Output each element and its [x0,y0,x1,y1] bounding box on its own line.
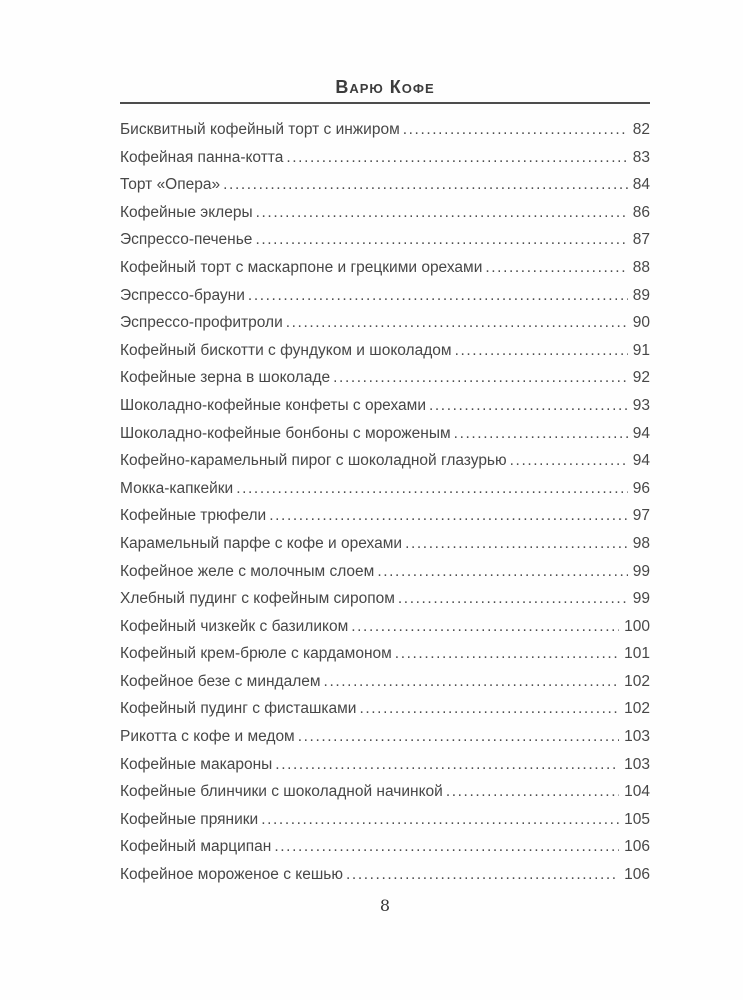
toc-entry-page: 82 [632,121,650,138]
toc-entry[interactable] [120,861,650,889]
toc-entry-page: 87 [632,231,650,249]
dot-leader [485,254,627,282]
dot-leader [275,751,619,779]
toc-entry-page: 102 [624,672,650,690]
toc-entry-title: Кофейный пудинг с фисташками [120,700,357,718]
toc-entry-title: Эспрессо-печенье [120,231,253,249]
dot-leader [223,171,628,199]
toc-entry[interactable] [120,833,650,861]
toc-entry-title: Кофейные эклеры [120,203,253,221]
toc-entry-title: Кофейные пряники [120,810,259,828]
dot-leader [510,447,628,475]
dot-leader [255,226,627,254]
toc-entry-title: Кофейный бискотти с фундуком и шоколадом [120,341,452,359]
toc-entry[interactable] [120,751,650,779]
header-rule [120,102,650,104]
dot-leader [333,364,628,392]
toc-entry[interactable] [120,226,650,254]
toc-entry-page: 99 [632,590,650,608]
toc-entry-page: 99 [632,562,650,580]
toc-entry-page: 105 [624,810,650,828]
toc-entry-page: 93 [632,396,650,414]
toc-entry-title: Эспрессо-профитроли [120,314,283,332]
toc-entry-title: Бисквитный кофейный торт с инжиром [120,121,400,138]
toc-entry-page: 91 [632,341,650,359]
toc-entry-page: 97 [632,507,650,525]
toc-entry-page: 106 [624,838,650,856]
toc-entry-page: 88 [632,258,650,276]
toc-entry-title: Кофейные зерна в шоколаде [120,369,331,387]
toc-entry-page: 101 [624,645,650,663]
dot-leader [261,806,619,834]
toc-entry-title: Эспрессо-брауни [120,286,245,304]
toc-entry-page: 94 [632,452,650,470]
toc-entry-page: 103 [624,728,650,746]
toc-entry[interactable] [120,282,650,310]
dot-leader [454,420,628,448]
toc-entry-title: Карамельный парфе с кофе и орехами [120,534,403,552]
toc-entry-title: Кофейный торт с маскарпоне и грецкими орехами [120,258,483,276]
dot-leader [256,199,628,227]
toc-entry[interactable] [120,668,650,696]
toc-entry[interactable] [120,392,650,420]
dot-leader [455,337,628,365]
toc-entry[interactable] [120,558,650,586]
toc-entry-title: Шоколадно-кофейные бонбоны с мороженым [120,424,451,442]
dot-leader [398,585,628,613]
toc-entry[interactable] [120,585,650,613]
toc-entry-title: Кофейное желе с молочным слоем [120,562,375,580]
dot-leader [351,613,619,641]
dot-leader [446,778,619,806]
toc-entry[interactable] [120,475,650,503]
toc-entry-title: Кофейное безе с миндалем [120,672,321,690]
toc-entry[interactable] [120,502,650,530]
toc-entry-page: 84 [632,176,650,194]
toc-entry[interactable] [120,530,650,558]
toc-entry-page: 102 [624,700,650,718]
toc-entry-page: 96 [632,479,650,497]
dot-leader [403,116,628,144]
toc-entry-page: 92 [632,369,650,387]
dot-leader [274,833,619,861]
toc-entry-title: Кофейный марципан [120,838,272,856]
toc-entry-title: Кофейный чизкейк с базиликом [120,617,349,635]
toc-entry-page: 103 [624,755,650,773]
toc-entry[interactable] [120,778,650,806]
toc-entry[interactable] [120,420,650,448]
dot-leader [236,475,628,503]
toc-entry-title: Кофейная панна-котта [120,148,284,166]
toc-entry-page: 98 [632,534,650,552]
dot-leader [286,309,628,337]
toc-entry[interactable] [120,171,650,199]
toc-entry-page: 106 [624,866,650,884]
toc-entry-title: Хлебный пудинг с кофейным сиропом [120,590,395,608]
toc-entry-page: 100 [624,617,650,635]
toc-entry-title: Кофейные трюфели [120,507,267,525]
toc-entry-page: 104 [624,783,650,801]
toc-entry[interactable] [120,116,650,144]
toc-entry-title: Кофейные макароны [120,755,273,773]
toc-entry[interactable] [120,364,650,392]
dot-leader [377,558,627,586]
toc-entry[interactable] [120,806,650,834]
table-of-contents [120,116,650,889]
toc-entry-title: Мокка-капкейки [120,479,234,497]
toc-entry[interactable] [120,144,650,172]
page-number: 8 [379,895,391,915]
dot-leader [346,861,619,889]
dot-leader [395,640,619,668]
toc-entry[interactable] [120,309,650,337]
toc-entry[interactable] [120,613,650,641]
toc-entry-title: Рикотта с кофе и медом [120,728,295,746]
toc-entry[interactable] [120,723,650,751]
toc-entry[interactable] [120,640,650,668]
dot-leader [269,502,628,530]
toc-entry-page: 89 [632,286,650,304]
toc-entry-title: Торт «Опера» [120,176,221,194]
toc-entry-title: Кофейный крем-брюле с кардамоном [120,645,392,663]
dot-leader [248,282,628,310]
toc-entry-title: Кофейно-карамельный пирог с шоколадной глазурью [120,452,507,470]
toc-entry[interactable] [120,695,650,723]
dot-leader [429,392,628,420]
toc-entry[interactable] [120,254,650,282]
page-content [120,0,650,917]
toc-entry-page: 86 [632,203,650,221]
toc-entry[interactable] [120,447,650,475]
dot-leader [324,668,620,696]
toc-entry-page: 90 [632,314,650,332]
dot-leader [298,723,619,751]
toc-entry-title: Кофейные блинчики с шоколадной начинкой [120,783,443,801]
toc-entry-page: 94 [632,424,650,442]
toc-entry[interactable] [120,199,650,227]
dot-leader [405,530,628,558]
running-header-title: Варю Кофе [335,77,435,97]
dot-leader [286,144,627,172]
dot-leader [359,695,619,723]
toc-entry-page: 83 [632,148,650,166]
toc-entry[interactable] [120,337,650,365]
toc-entry-title: Шоколадно-кофейные конфеты с орехами [120,396,426,414]
toc-entry-title: Кофейное мороженое с кешью [120,866,343,884]
